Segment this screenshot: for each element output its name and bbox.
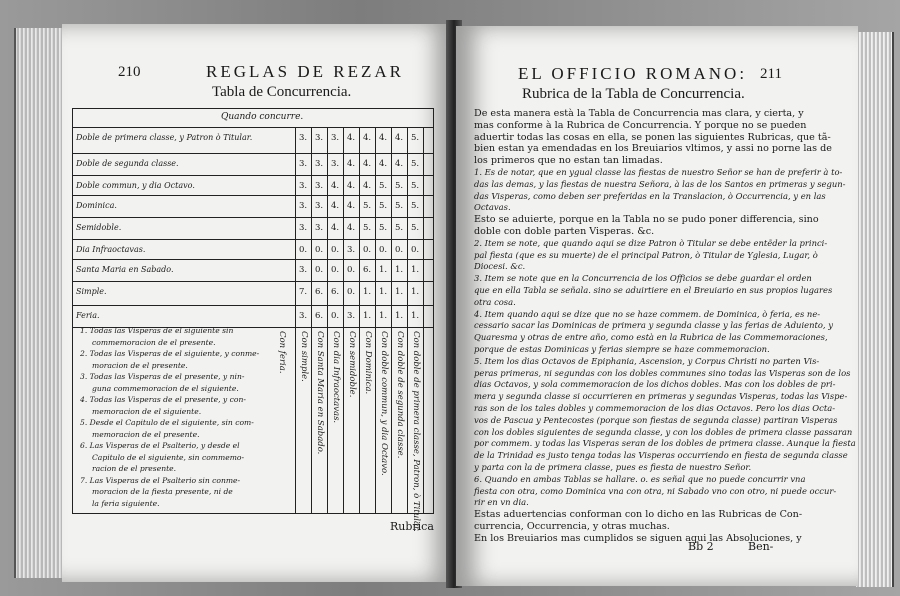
table-rule (73, 195, 433, 196)
rule-line: guna commemoracion de el siguiente. (92, 383, 239, 393)
body-line: En los Breuiarios mas cumplidos se siguen aqui las Absoluciones, y (474, 532, 802, 544)
table-rule (73, 259, 433, 260)
column-header: Con Dominica. (363, 331, 373, 395)
table-cell: 4. (394, 133, 404, 143)
rule-line: Capitulo de el siguiente, sin commemo- (92, 452, 245, 462)
body-line: que en ella Tabla se señala. sino se aduirtiere en el Breuiario en sus propios lugares (474, 284, 833, 295)
table-cell: 4. (378, 133, 388, 143)
table-header-label: Quando concurre. (221, 112, 304, 122)
table-rule (73, 175, 433, 176)
body-line: doble con doble parten Visperas. &c. (474, 225, 655, 237)
row-label: Dia Infraoctavas. (76, 245, 146, 254)
right-page-number: 211 (760, 66, 782, 82)
table-cell: 4. (346, 181, 356, 191)
body-line: Diocesi. &c. (474, 261, 526, 272)
rule-line: 3. Todas las Visperas de el presente, y nin- (80, 372, 245, 381)
table-cell: 3. (298, 181, 308, 191)
rule-line: 4. Todas las Visperas de el presente, y con- (80, 395, 246, 404)
rule-line: 1. Todas las Visperas de el siguiente sin (80, 326, 234, 335)
body-line: De esta manera està la Tabla de Concurrencia mas clara, y cierta, y (474, 108, 804, 119)
table-cell: 0. (314, 265, 324, 275)
table-rule (73, 281, 433, 282)
signature-mark: Bb 2 (688, 540, 714, 553)
table-cell: 6. (314, 287, 324, 297)
table-cell: 4. (362, 133, 372, 143)
body-line: Estas aduertencias conforman con lo dicho en las Rubricas de Con- (474, 509, 803, 521)
table-cell: 3. (314, 133, 324, 143)
row-label: Santa Maria en Sabado. (76, 265, 174, 274)
table-rule (73, 239, 433, 240)
table-cell: 5. (362, 223, 372, 233)
table-rule (73, 153, 433, 154)
table-cell: 0. (394, 245, 404, 255)
table-cell: 4. (346, 201, 356, 211)
table-cell: 6. (314, 311, 324, 321)
column-header: Con doble de segunda classe. (395, 331, 405, 459)
table-cell: 4. (346, 133, 356, 143)
table-cell: 1. (394, 287, 404, 297)
table-cell: 0. (330, 311, 340, 321)
column-header: Con dia Infraoctavas. (331, 331, 341, 424)
left-page-number: 210 (118, 64, 141, 80)
body-line: con los dobles siguientes de segunda classe, y con los dobles de primera classe passaran (474, 426, 853, 437)
table-cell: 5. (378, 223, 388, 233)
table-cell: 7. (298, 287, 308, 297)
table-cell: 0. (346, 287, 356, 297)
table-rule (73, 127, 433, 128)
table-cell: 3. (330, 133, 340, 143)
table-cell: 4. (362, 181, 372, 191)
body-line: Esto se aduierte, porque en la Tabla no se pudo poner differencia, sino (474, 214, 819, 226)
body-line: bien estan ya emendadas en los Breuiarios vltimos, y assi no porne las de (474, 143, 832, 155)
table-cell: 5. (362, 201, 372, 211)
body-line: das Visperas, como deben ser preferidas en la Translacion, ò Occurrencia, y en las (474, 190, 826, 201)
table-cell: 3. (314, 201, 324, 211)
row-label: Feria. (76, 311, 100, 320)
table-rule (73, 305, 433, 306)
table-cell: 5. (410, 201, 420, 211)
table-cell: 0. (378, 245, 388, 255)
body-line: los primeros que no estan tan limadas. (474, 155, 663, 167)
table-title: Tabla de Concurrencia. (212, 84, 352, 100)
column-header: Con simple. (299, 331, 309, 382)
right-running-head: EL OFFICIO ROMANO: (518, 64, 748, 83)
table-cell: 5. (394, 223, 404, 233)
table-cell: 3. (298, 133, 308, 143)
body-line: currencia, Occurrencia, y otras muchas. (474, 520, 670, 532)
table-cell: 6. (330, 287, 340, 297)
table-cell: 5. (394, 181, 404, 191)
body-line: vos de Pascua y Pentecostes (porque son fiestas de segunda classe) partiran Visperas (474, 414, 838, 425)
row-label: Semidoble. (76, 223, 122, 232)
table-cell: 5. (378, 201, 388, 211)
table-cell: 5. (410, 133, 420, 143)
body-line: 2. Item se note, que quando aqui se dize Patron ò Titular se debe entẽder la princi- (474, 237, 828, 248)
body-line: aduertir todas las cosas en ella, se ponen las siguientes Rubricas, que tã- (474, 131, 831, 143)
left-page-edges (14, 28, 68, 578)
body-line: de la Trinidad es justo tenga todas las Visperas occurriendo en fiesta de segunda classe (474, 450, 848, 461)
left-running-head: REGLAS DE REZAR (206, 62, 404, 81)
table-cell: 3. (298, 311, 308, 321)
body-line: otra cosa. (474, 296, 516, 307)
table-cell: 1. (410, 265, 420, 275)
body-line: Octavas. (474, 202, 511, 213)
row-label: Simple. (76, 287, 107, 296)
table-cell: 0. (330, 245, 340, 255)
table-cell: 0. (362, 245, 372, 255)
table-cell: 5. (394, 201, 404, 211)
table-cell: 3. (298, 159, 308, 169)
table-cell: 4. (378, 159, 388, 169)
left-catchword: Rubrica (390, 520, 434, 533)
body-line: 5. Item los dias Octavos de Epiphania, Ascension, y Corpus Christi no parten Vis- (474, 355, 820, 366)
column-header: Con Santa Maria en Sabado. (315, 331, 325, 455)
body-line: 6. Quando en ambas Tablas se hallare. o. es señal que no puede concurrir vna (474, 473, 806, 484)
body-line: fiesta con otra, como Dominica vna con otra, ni Sabado vno con otro, ni puede occur- (474, 485, 837, 496)
table-cell: 1. (378, 311, 388, 321)
rubrica-text (474, 108, 856, 544)
table-cell: 3. (314, 223, 324, 233)
column-header: Con feria. (277, 331, 287, 374)
body-line: mas conforme à la Rubrica de Concurrencia. Y porque no se pueden (474, 119, 807, 131)
rule-line: 2. Todas las Visperas de el siguiente, y conme- (80, 349, 260, 358)
body-line: cessario sacar las Dominicas de primera y segunda classe y las ferias de Aduiento, y (474, 320, 833, 331)
column-header: Con semidoble. (347, 331, 357, 398)
table-cell: 0. (410, 245, 420, 255)
body-line: 4. Item quando aqui se dize que no se haze commem. de Dominica, ò feria, es ne- (474, 308, 821, 319)
rubrica-heading: Rubrica de la Tabla de Concurrencia. (522, 86, 745, 102)
row-label: Doble de segunda classe. (76, 159, 179, 168)
row-label: Doble commun, y dia Octavo. (76, 181, 195, 190)
table-cell: 3. (346, 311, 356, 321)
table-cell: 1. (362, 311, 372, 321)
table-cell: 1. (410, 311, 420, 321)
rule-line: memoracion de el siguiente. (92, 406, 202, 416)
table-cell: 0. (346, 265, 356, 275)
table-cell: 3. (346, 245, 356, 255)
table-cell: 5. (410, 159, 420, 169)
rule-line: memoracion de el presente. (92, 429, 200, 439)
table-cell: 3. (330, 159, 340, 169)
rule-line: racion de el presente. (92, 464, 177, 473)
table-rule (73, 217, 433, 218)
rule-line: moracion de la fiesta presente, ni de (92, 487, 233, 496)
table-cell: 4. (346, 159, 356, 169)
table-cell: 1. (410, 287, 420, 297)
body-line: peras primeras, ni segundas con los dobles communes sino todas las Visperas son de los (474, 367, 851, 378)
rule-line: commemoracion de el presente. (92, 337, 216, 347)
table-cell: 1. (362, 287, 372, 297)
rule-line: 7. Las Visperas de el Psalterio sin conme- (80, 475, 241, 485)
table-cell: 0. (330, 265, 340, 275)
body-line: 3. Item se note que en la Concurrencia de los Officios se debe guardar el orden (474, 273, 812, 284)
row-label: Dominica. (76, 201, 117, 210)
table-cell: 4. (394, 159, 404, 169)
row-label: Doble de primera classe, y Patron ò Titular. (76, 133, 253, 142)
rule-line: 6. Las Visperas de el Psalterio, y desde el (80, 441, 240, 450)
body-line: rir en vn dia. (474, 497, 529, 508)
body-line: porque de estas Dominicas y ferias siempre se haze commemoracion. (474, 343, 770, 354)
table-cell: 4. (346, 223, 356, 233)
table-column-rule (423, 127, 424, 513)
body-line: dias Octavos, y sola commemoracion de los dichos dobles. Mas con los dobles de pri- (474, 379, 836, 390)
table-cell: 1. (378, 287, 388, 297)
table-cell: 0. (314, 245, 324, 255)
table-cell: 3. (298, 265, 308, 275)
table-cell: 4. (330, 223, 340, 233)
table-cell: 5. (410, 181, 420, 191)
table-cell: 6. (362, 265, 372, 275)
body-line: mera y segunda classe si occurrieren en primeras y segundas Visperas, todas las Vispe- (474, 391, 848, 402)
table-cell: 3. (314, 159, 324, 169)
table-cell: 5. (378, 181, 388, 191)
table-cell: 1. (394, 265, 404, 275)
rule-line: 5. Desde el Capitulo de el siguiente, sin com- (80, 418, 254, 427)
body-line: ras son de los tales dobles y commemoracion de los dias Octavos. Pero los dias Octa- (474, 402, 836, 413)
body-line: pal fiesta (que es su muerte) de el principal Patron, ò Titular de Yglesia, Lugar, ò (474, 249, 818, 260)
table-cell: 0. (298, 245, 308, 255)
rule-line: moracion de el presente. (92, 360, 188, 370)
body-line: 1. Es de notar, que en ygual classe las fiestas de nuestro Señor se han de preferir à to- (474, 166, 843, 177)
body-line: y parta con la de primera classe, pues es fiesta de nuestro Señor. (474, 461, 752, 472)
table-cell: 4. (330, 181, 340, 191)
column-header: Con doble commun, y dia Octavo. (379, 331, 389, 476)
table-cell: 5. (410, 223, 420, 233)
table-cell: 4. (362, 159, 372, 169)
table-cell: 3. (314, 181, 324, 191)
body-line: por commem. y todas las Visperas seran de los dobles de primera classe. Aunque la fiesta (474, 438, 856, 449)
column-header: Con doble de primera classe, Patron, ò Titular. (411, 331, 421, 532)
table-cell: 3. (298, 201, 308, 211)
right-catchword: Ben- (748, 540, 774, 553)
rule-line: la feria siguiente. (92, 498, 160, 508)
right-page-edges (856, 32, 894, 587)
table-cell: 3. (298, 223, 308, 233)
body-line: Quaresma y otras de entre año, como està en la Rubrica de las Commemoraciones, (474, 332, 828, 343)
body-line: das las demas, y las fiestas de nuestra Señora, à las de los Santos en primeras y segun- (474, 178, 846, 189)
table-cell: 1. (378, 265, 388, 275)
table-cell: 4. (330, 201, 340, 211)
table-cell: 1. (394, 311, 404, 321)
